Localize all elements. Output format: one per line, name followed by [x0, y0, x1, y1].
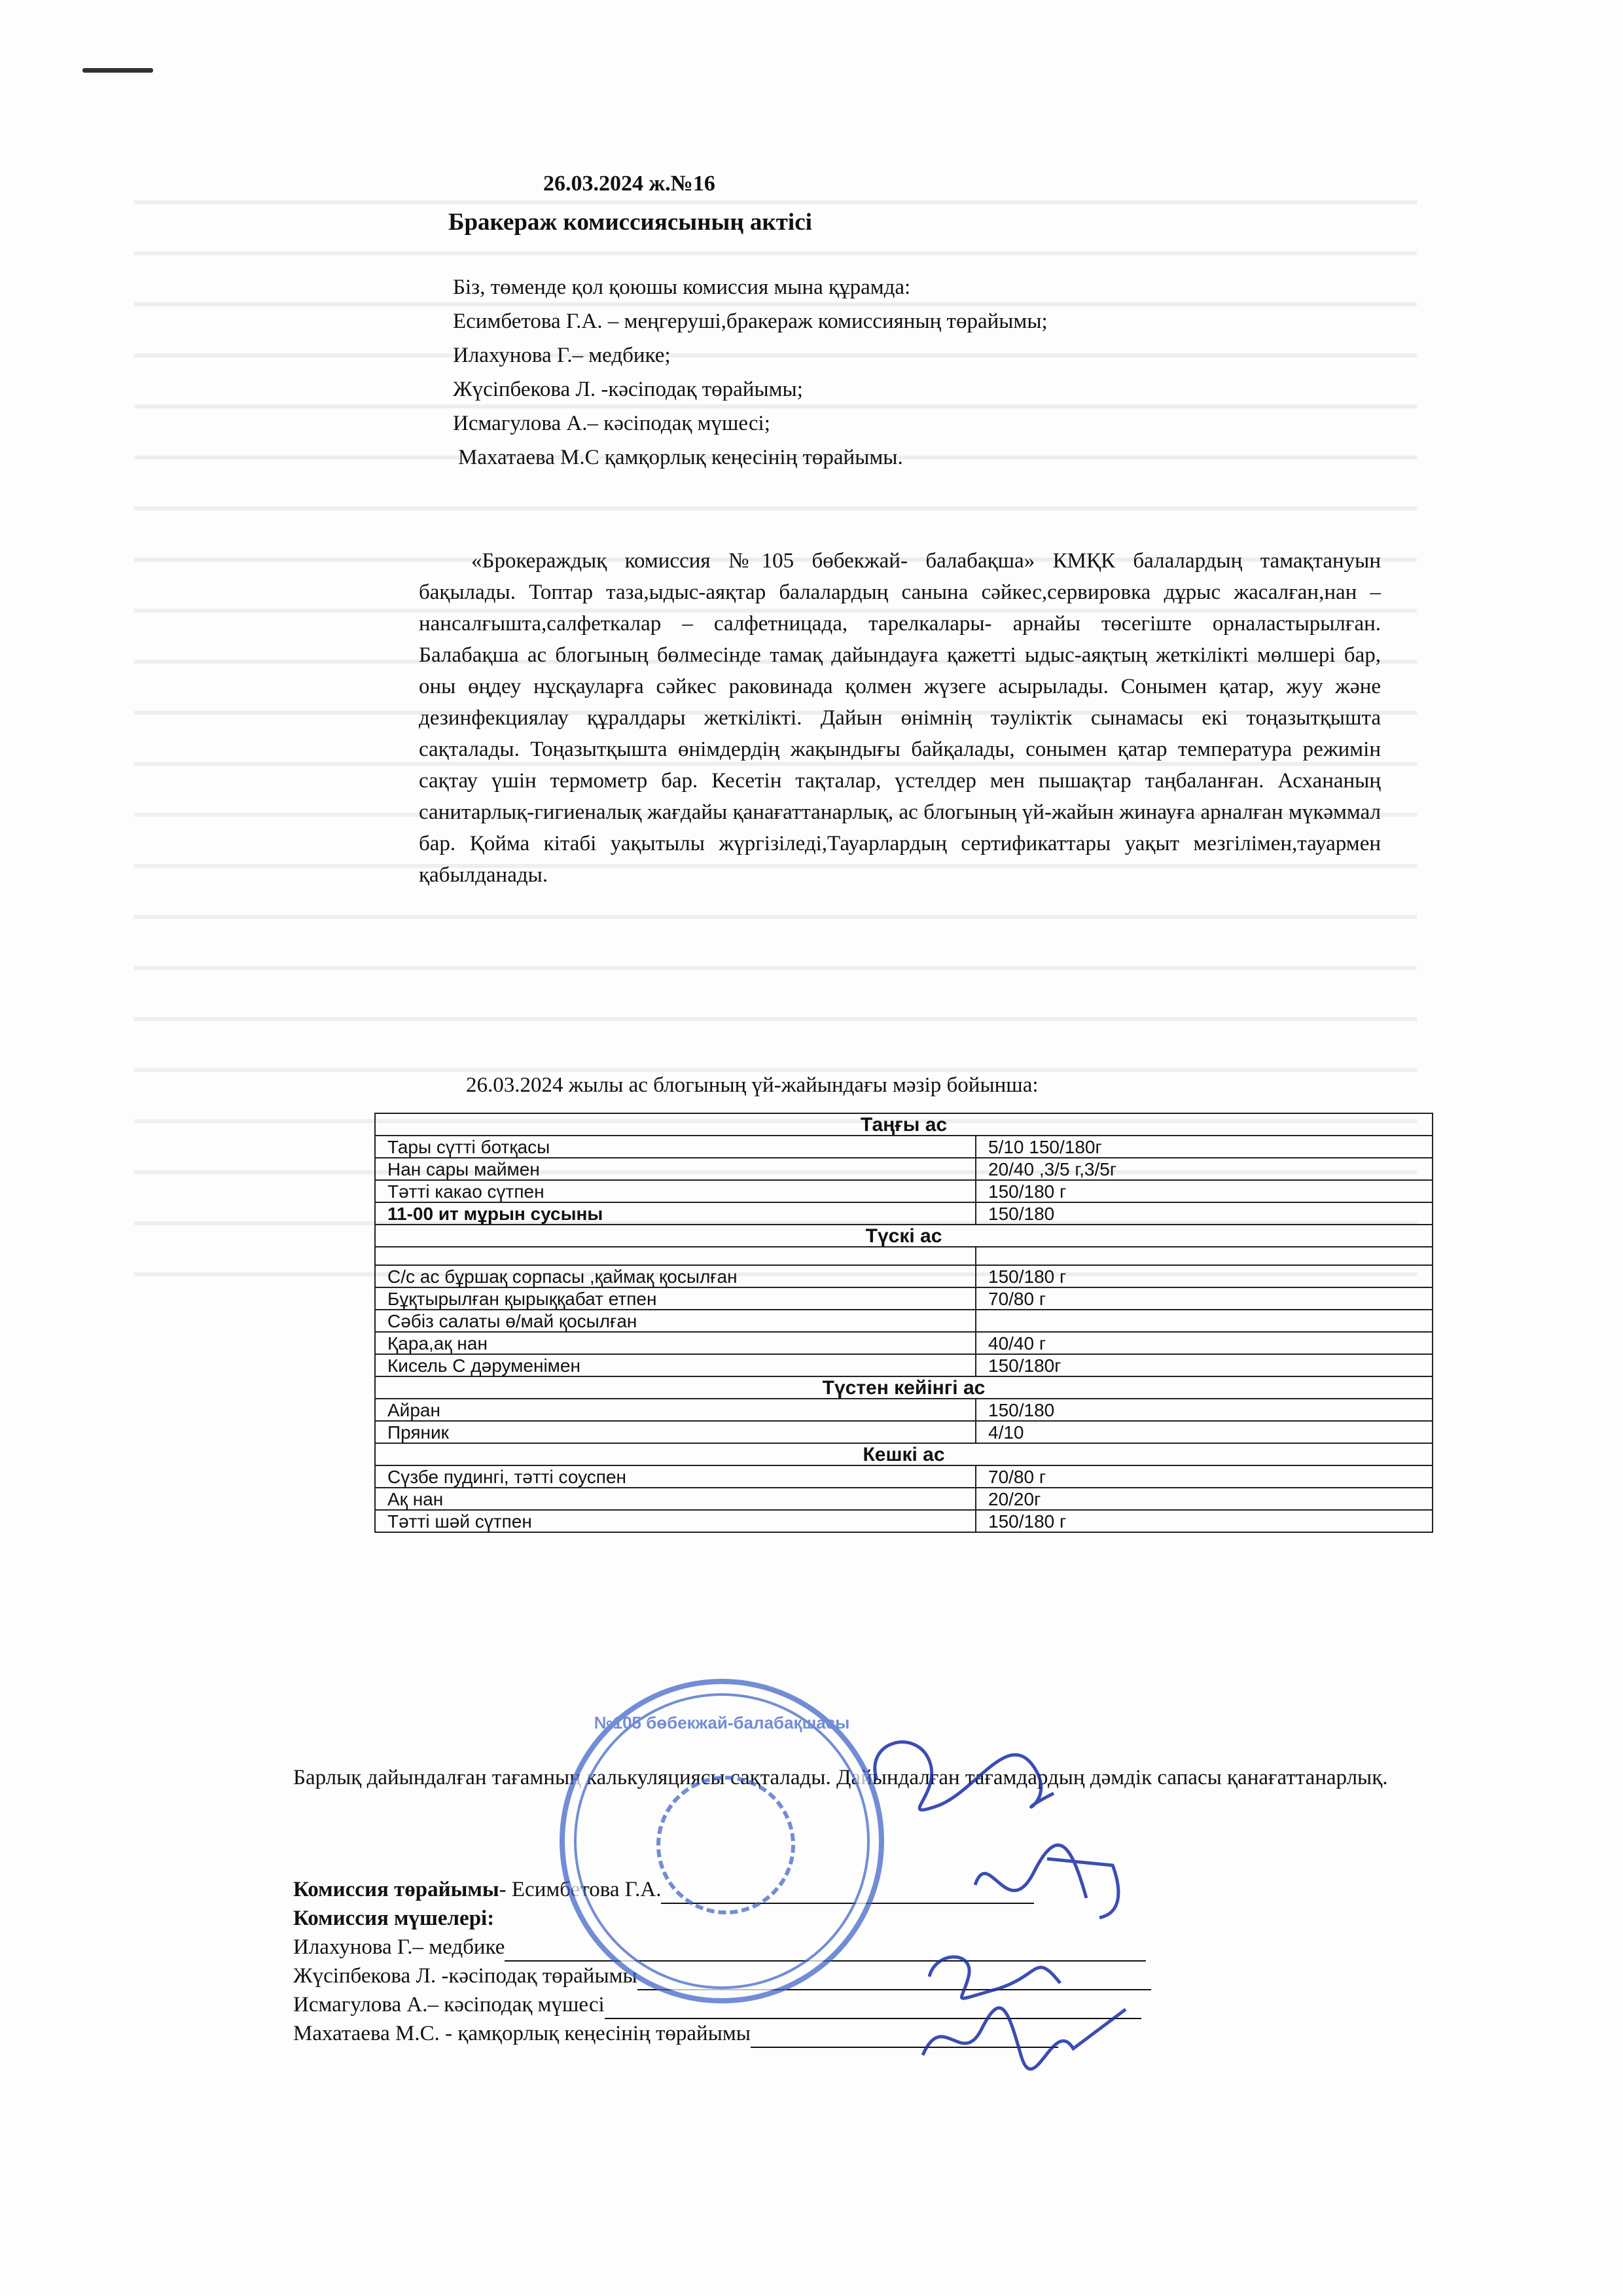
portion-cell: 40/40 г [976, 1332, 1433, 1354]
portion-cell: 150/180 [976, 1202, 1433, 1225]
member-line: Махатаева М.С қамқорлық кеңесінің төрайымы. [458, 446, 903, 469]
section-title: Түстен кейінгі ас [375, 1376, 1433, 1399]
dish-cell: Сүзбе пудингі, тәтті соуспен [375, 1465, 976, 1488]
member-line: Жүсіпбекова Л. -кәсіподақ төрайымы; [453, 378, 803, 401]
portion-cell: 150/180г [976, 1354, 1433, 1376]
section-row [375, 1113, 1433, 1136]
portion-cell: 4/10 [976, 1421, 1433, 1443]
table-row [375, 1488, 1433, 1510]
table-row [375, 1465, 1433, 1488]
member-line: Есимбетова Г.А. – меңгеруші,бракераж комиссияның төрайымы; [453, 310, 1048, 333]
table-row [375, 1136, 1433, 1158]
portion-cell: 20/40 ,3/5 г,3/5г [976, 1158, 1433, 1180]
intro-lead: Біз, төменде қол қоюшы комиссия мына құрамда: [453, 276, 911, 299]
table-row [375, 1354, 1433, 1376]
dish-cell: Нан сары маймен [375, 1158, 976, 1180]
dish-cell: 11-00 ит мұрын сусыны [375, 1202, 976, 1225]
section-row [375, 1225, 1433, 1247]
menu-table [374, 1113, 1433, 1533]
table-row [375, 1202, 1433, 1225]
portion-cell [976, 1310, 1433, 1332]
table-row [375, 1287, 1433, 1310]
members-label: Комиссия мүшелері: [293, 1907, 495, 1930]
table-row [375, 1180, 1433, 1202]
member-line: Илахунова Г.– медбике; [453, 344, 671, 367]
member-line: Исмагулова А.– кәсіподақ мүшесі; [453, 412, 770, 435]
commission-composition [453, 270, 1048, 475]
closing-paragraph: Барлық дайындалған тағамның калькуляциясы сақталады. Дайындалған тағамдардың дәмдік сапасы қанағаттанарлық. [293, 1766, 1388, 1789]
stamp-text: №105 бөбекжай-балабақшасы [594, 1713, 850, 1732]
table-row [375, 1265, 1433, 1287]
section-title: Кешкі ас [375, 1443, 1433, 1465]
dish-cell: Тары сүтті ботқасы [375, 1136, 976, 1158]
dish-cell: С/с ас бұршақ сорпасы ,қаймақ қосылған [375, 1265, 976, 1287]
chair-label: Комиссия төрайымы [293, 1878, 499, 1901]
member-name: Жүсіпбекова Л. -кәсіподақ төрайымы [293, 1964, 637, 1988]
portion-cell: 70/80 г [976, 1465, 1433, 1488]
emblem-icon [656, 1776, 795, 1914]
section-title: Таңғы ас [375, 1113, 1433, 1136]
blank-row [375, 1247, 1433, 1265]
member-name: Махатаева М.С. - қамқорлық кеңесінің төрайымы [293, 2022, 751, 2045]
chair-name: - Есимбетова Г.А. [499, 1878, 662, 1901]
table-row [375, 1399, 1433, 1421]
portion-cell: 150/180 г [976, 1510, 1433, 1532]
dish-cell: Ақ нан [375, 1488, 976, 1510]
dish-cell: Тәтті шәй сүтпен [375, 1510, 976, 1532]
inspection-paragraph: «Брокераждық комиссия №105 бөбекжай- балабақша» КМҚК балалардың тамақтануын бақылады. Топтар таза,ыдыс-аяқтар балалардың санына сәйкес,сервировка дұрыс жасалған,нан –нансалғышта,салфеткалар – салфетницада, тарелкалары- арнайы төсегіште орналастырылған. Балабақша ас блогының бөлмесінде тамақ дайындауға қажетті ыдыс-аяқтың жеткілікті мөлшері бар, оны өңдеу нұсқауларға сәйкес раковинада қолмен жүзеге асырылады. Сонымен қатар, жуу және дезинфекциялау құралдары жеткілікті. Дайын өнімнің тәуліктік сынамасы екі тоңазытқышта сақталады. Тоңазытқышта өнімдердің жақындығы байқалады, сонымен қатар температура режимін сақтау үшін термометр бар. Кесетін тақталар, үстелдер мен пышақтар таңбаланған. Асхананың санитарлық-гигиеналық жағдайы қанағаттанарлық, ас блогының үй-жайын жинауға арналған мүкәммал бар. Қойма кітабі уақытылы жүргізіледі,Тауарлардың сертификаттары уақыт мезгілімен,тауармен қабылданады. [419, 549, 1381, 887]
section-title: Түскі ас [375, 1225, 1433, 1247]
portion-cell: 5/10 150/180г [976, 1136, 1433, 1158]
portion-cell: 70/80 г [976, 1287, 1433, 1310]
scan-edge-mark [82, 68, 153, 73]
portion-cell: 150/180 г [976, 1265, 1433, 1287]
dish-cell: Сәбіз салаты ө/май қосылған [375, 1310, 976, 1332]
section-row [375, 1443, 1433, 1465]
menu-heading: 26.03.2024 жылы ас блогының үй-жайындағы мәзір бойынша: [466, 1073, 1039, 1097]
dish-cell: Бұқтырылған қырыққабат етпен [375, 1287, 976, 1310]
table-row [375, 1421, 1433, 1443]
dish-cell: Кисель С дәруменімен [375, 1354, 976, 1376]
member-name: Исмагулова А.– кәсіподақ мүшесі [293, 1993, 605, 2017]
document-title: Бракераж комиссиясының актісі [448, 209, 812, 236]
portion-cell: 150/180 г [976, 1180, 1433, 1202]
portion-cell: 20/20г [976, 1488, 1433, 1510]
table-row [375, 1332, 1433, 1354]
document-date: 26.03.2024 ж.№16 [543, 171, 715, 196]
table-row [375, 1510, 1433, 1532]
dish-cell: Қара,ақ нан [375, 1332, 976, 1354]
portion-cell: 150/180 [976, 1399, 1433, 1421]
official-stamp [560, 1679, 884, 2003]
dish-cell: Айран [375, 1399, 976, 1421]
dish-cell: Пряник [375, 1421, 976, 1443]
member-name: Илахунова Г.– медбике [293, 1935, 505, 1959]
section-row [375, 1376, 1433, 1399]
handwritten-signatures [838, 1702, 1204, 2094]
table-row [375, 1310, 1433, 1332]
table-row [375, 1158, 1433, 1180]
dish-cell: Тәтті какао сүтпен [375, 1180, 976, 1202]
